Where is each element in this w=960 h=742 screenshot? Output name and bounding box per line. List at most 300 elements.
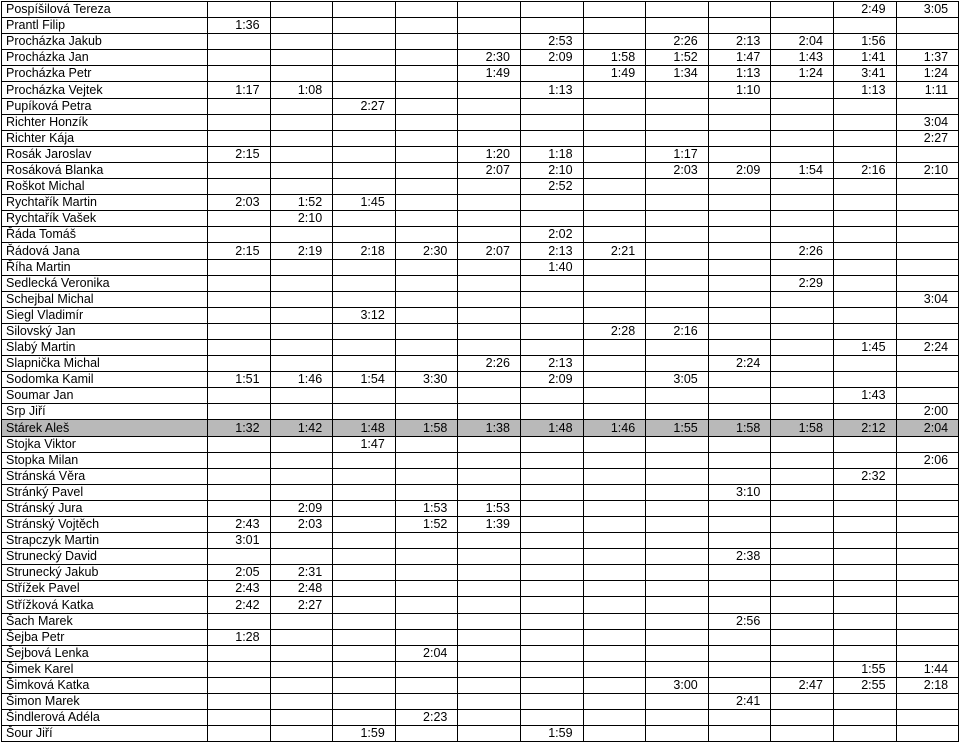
- time-cell: [646, 597, 709, 613]
- time-cell: [333, 356, 396, 372]
- time-cell: [771, 597, 834, 613]
- time-cell: [270, 34, 333, 50]
- time-cell: [771, 195, 834, 211]
- athlete-name-cell: Šindlerová Adéla: [2, 710, 208, 726]
- time-cell: [458, 114, 521, 130]
- time-cell: [208, 211, 271, 227]
- athlete-name-cell: Šejbová Lenka: [2, 645, 208, 661]
- time-cell: 1:13: [708, 66, 771, 82]
- time-cell: [333, 549, 396, 565]
- time-cell: [208, 307, 271, 323]
- time-cell: 3:41: [833, 66, 896, 82]
- time-cell: 2:24: [708, 356, 771, 372]
- time-cell: [208, 404, 271, 420]
- table-row: [2, 533, 959, 549]
- time-cell: [771, 146, 834, 162]
- time-cell: [520, 18, 583, 34]
- time-cell: [270, 533, 333, 549]
- time-cell: 2:43: [208, 517, 271, 533]
- time-cell: [333, 146, 396, 162]
- time-cell: [333, 694, 396, 710]
- athlete-name-cell: Šach Marek: [2, 613, 208, 629]
- time-cell: [833, 726, 896, 742]
- time-cell: [333, 533, 396, 549]
- athlete-name-cell: Rychtařík Vašek: [2, 211, 208, 227]
- time-cell: 1:53: [458, 500, 521, 516]
- time-cell: [833, 452, 896, 468]
- time-cell: 1:11: [896, 82, 959, 98]
- time-cell: [395, 323, 458, 339]
- time-cell: [771, 436, 834, 452]
- time-cell: [646, 259, 709, 275]
- table-row: [2, 339, 959, 355]
- athlete-name-cell: Sedlecká Veronika: [2, 275, 208, 291]
- time-cell: [896, 211, 959, 227]
- time-cell: [333, 82, 396, 98]
- time-cell: [833, 356, 896, 372]
- time-cell: [833, 291, 896, 307]
- table-row: [2, 323, 959, 339]
- time-cell: [395, 549, 458, 565]
- time-cell: [708, 404, 771, 420]
- time-cell: [458, 533, 521, 549]
- time-cell: [583, 388, 646, 404]
- time-cell: [208, 484, 271, 500]
- time-cell: 2:32: [833, 468, 896, 484]
- time-cell: 2:05: [208, 565, 271, 581]
- table-row: [2, 694, 959, 710]
- time-cell: 1:38: [458, 420, 521, 436]
- time-cell: [646, 500, 709, 516]
- time-cell: [583, 82, 646, 98]
- athlete-name-cell: Stojka Viktor: [2, 436, 208, 452]
- time-cell: [458, 565, 521, 581]
- time-cell: [833, 597, 896, 613]
- table-row: [2, 613, 959, 629]
- time-cell: [520, 645, 583, 661]
- time-cell: [270, 629, 333, 645]
- time-cell: [270, 291, 333, 307]
- time-cell: [771, 307, 834, 323]
- time-cell: [771, 500, 834, 516]
- time-cell: [208, 227, 271, 243]
- time-cell: [395, 50, 458, 66]
- time-cell: [771, 323, 834, 339]
- time-cell: [395, 629, 458, 645]
- time-cell: [395, 565, 458, 581]
- time-cell: [708, 195, 771, 211]
- time-cell: [646, 645, 709, 661]
- table-row: [2, 468, 959, 484]
- time-cell: [708, 533, 771, 549]
- time-cell: 2:18: [333, 243, 396, 259]
- time-cell: [896, 98, 959, 114]
- time-cell: [771, 179, 834, 195]
- time-cell: [896, 259, 959, 275]
- time-cell: [208, 452, 271, 468]
- time-cell: [458, 2, 521, 18]
- time-cell: [520, 307, 583, 323]
- time-cell: [395, 130, 458, 146]
- time-cell: [708, 597, 771, 613]
- table-row: [2, 677, 959, 693]
- time-cell: [270, 661, 333, 677]
- time-cell: [270, 98, 333, 114]
- time-cell: [646, 484, 709, 500]
- time-cell: [270, 549, 333, 565]
- time-cell: [458, 227, 521, 243]
- time-cell: 1:44: [896, 661, 959, 677]
- time-cell: [646, 613, 709, 629]
- time-cell: [646, 339, 709, 355]
- time-cell: [583, 500, 646, 516]
- time-cell: [395, 613, 458, 629]
- time-cell: [395, 307, 458, 323]
- time-cell: [270, 613, 333, 629]
- time-cell: 1:28: [208, 629, 271, 645]
- time-cell: [333, 227, 396, 243]
- time-cell: 2:13: [520, 356, 583, 372]
- time-cell: 2:03: [646, 162, 709, 178]
- athlete-name-cell: Procházka Jakub: [2, 34, 208, 50]
- time-cell: [646, 468, 709, 484]
- time-cell: [520, 2, 583, 18]
- time-cell: 1:39: [458, 517, 521, 533]
- time-cell: [520, 629, 583, 645]
- time-cell: 2:23: [395, 710, 458, 726]
- time-cell: [333, 323, 396, 339]
- table-row: [2, 484, 959, 500]
- time-cell: [708, 275, 771, 291]
- time-cell: [270, 323, 333, 339]
- time-cell: [833, 98, 896, 114]
- time-cell: [395, 18, 458, 34]
- time-cell: 2:38: [708, 549, 771, 565]
- time-cell: [395, 726, 458, 742]
- time-cell: [708, 211, 771, 227]
- time-cell: [583, 179, 646, 195]
- time-cell: [583, 291, 646, 307]
- table-row: [2, 243, 959, 259]
- time-cell: [333, 388, 396, 404]
- time-cell: [583, 130, 646, 146]
- time-cell: [270, 259, 333, 275]
- time-cell: [458, 82, 521, 98]
- time-cell: [458, 388, 521, 404]
- athlete-name-cell: Stránský Jura: [2, 500, 208, 516]
- time-cell: 1:56: [833, 34, 896, 50]
- athlete-name-cell: Procházka Petr: [2, 66, 208, 82]
- time-cell: 3:05: [896, 2, 959, 18]
- time-cell: [708, 291, 771, 307]
- time-cell: [896, 356, 959, 372]
- athlete-name-cell: Strunecký David: [2, 549, 208, 565]
- athlete-name-cell: Šejba Petr: [2, 629, 208, 645]
- time-cell: [520, 677, 583, 693]
- time-cell: 3:05: [646, 372, 709, 388]
- time-cell: 2:55: [833, 677, 896, 693]
- table-row: [2, 597, 959, 613]
- time-cell: [646, 694, 709, 710]
- time-cell: [270, 2, 333, 18]
- table-row: [2, 82, 959, 98]
- time-cell: [208, 50, 271, 66]
- time-cell: [333, 452, 396, 468]
- time-cell: [458, 130, 521, 146]
- athlete-name-cell: Slapnička Michal: [2, 356, 208, 372]
- time-cell: [208, 2, 271, 18]
- time-cell: [458, 339, 521, 355]
- athlete-name-cell: Stránký Pavel: [2, 484, 208, 500]
- time-cell: [771, 372, 834, 388]
- time-cell: 1:47: [708, 50, 771, 66]
- time-cell: 1:53: [395, 500, 458, 516]
- time-cell: [520, 211, 583, 227]
- time-cell: [583, 18, 646, 34]
- time-cell: 2:42: [208, 597, 271, 613]
- time-cell: [833, 404, 896, 420]
- time-cell: [646, 661, 709, 677]
- time-cell: [708, 565, 771, 581]
- time-cell: [458, 597, 521, 613]
- time-cell: [833, 243, 896, 259]
- time-cell: [270, 18, 333, 34]
- time-cell: [771, 98, 834, 114]
- time-cell: [395, 275, 458, 291]
- time-cell: [583, 146, 646, 162]
- time-cell: [270, 130, 333, 146]
- time-cell: [395, 484, 458, 500]
- time-cell: [708, 710, 771, 726]
- time-cell: [395, 179, 458, 195]
- time-cell: [583, 645, 646, 661]
- table-row: [2, 130, 959, 146]
- time-cell: [771, 533, 834, 549]
- time-cell: [896, 227, 959, 243]
- time-cell: [708, 243, 771, 259]
- time-cell: 2:19: [270, 243, 333, 259]
- athlete-name-cell: Slabý Martin: [2, 339, 208, 355]
- time-cell: [771, 259, 834, 275]
- table-row: [2, 710, 959, 726]
- time-cell: [270, 710, 333, 726]
- time-cell: [833, 18, 896, 34]
- time-cell: [833, 581, 896, 597]
- time-cell: 2:10: [896, 162, 959, 178]
- time-cell: [333, 66, 396, 82]
- time-cell: [646, 549, 709, 565]
- time-cell: [520, 323, 583, 339]
- time-cell: [458, 307, 521, 323]
- athlete-name-cell: Říha Martin: [2, 259, 208, 275]
- table-row: [2, 227, 959, 243]
- athlete-name-cell: Procházka Jan: [2, 50, 208, 66]
- time-cell: [833, 436, 896, 452]
- time-cell: [520, 275, 583, 291]
- time-cell: [771, 629, 834, 645]
- time-cell: [458, 710, 521, 726]
- time-cell: [270, 307, 333, 323]
- time-cell: [333, 259, 396, 275]
- time-cell: [583, 275, 646, 291]
- time-cell: [583, 677, 646, 693]
- athlete-name-cell: Rychtařík Martin: [2, 195, 208, 211]
- time-cell: [458, 404, 521, 420]
- time-cell: [208, 436, 271, 452]
- athlete-name-cell: Řádová Jana: [2, 243, 208, 259]
- time-cell: [646, 404, 709, 420]
- time-cell: [583, 114, 646, 130]
- table-row: [2, 404, 959, 420]
- time-cell: [646, 82, 709, 98]
- time-cell: [771, 694, 834, 710]
- time-cell: [896, 323, 959, 339]
- time-cell: [646, 629, 709, 645]
- time-cell: [771, 130, 834, 146]
- athlete-name-cell: Strunecký Jakub: [2, 565, 208, 581]
- time-cell: [583, 227, 646, 243]
- time-cell: [458, 195, 521, 211]
- time-cell: [583, 436, 646, 452]
- time-cell: [458, 436, 521, 452]
- time-cell: [520, 581, 583, 597]
- time-cell: [208, 694, 271, 710]
- time-cell: [333, 291, 396, 307]
- time-cell: 2:41: [708, 694, 771, 710]
- time-cell: 1:45: [333, 195, 396, 211]
- time-cell: [583, 597, 646, 613]
- athlete-name-cell: Soumar Jan: [2, 388, 208, 404]
- time-cell: [520, 517, 583, 533]
- time-cell: [896, 710, 959, 726]
- time-cell: [896, 468, 959, 484]
- time-cell: [833, 517, 896, 533]
- time-cell: [646, 98, 709, 114]
- time-cell: 2:10: [520, 162, 583, 178]
- time-cell: [333, 130, 396, 146]
- time-cell: [208, 34, 271, 50]
- time-cell: [646, 227, 709, 243]
- table-row: [2, 146, 959, 162]
- athlete-name-cell: Střížek Pavel: [2, 581, 208, 597]
- time-cell: [771, 710, 834, 726]
- time-cell: 1:46: [270, 372, 333, 388]
- time-cell: [896, 500, 959, 516]
- time-cell: [333, 661, 396, 677]
- athlete-name-cell: Silovský Jan: [2, 323, 208, 339]
- time-cell: [708, 18, 771, 34]
- time-cell: 2:09: [708, 162, 771, 178]
- table-row: [2, 500, 959, 516]
- time-cell: [833, 227, 896, 243]
- time-cell: [333, 500, 396, 516]
- time-cell: [333, 645, 396, 661]
- time-cell: 2:30: [458, 50, 521, 66]
- time-cell: 2:26: [771, 243, 834, 259]
- time-cell: [458, 98, 521, 114]
- table-row: [2, 162, 959, 178]
- time-cell: [646, 275, 709, 291]
- time-cell: [395, 114, 458, 130]
- time-cell: [208, 468, 271, 484]
- time-cell: [708, 323, 771, 339]
- time-cell: [520, 388, 583, 404]
- time-cell: [646, 533, 709, 549]
- time-cell: [833, 195, 896, 211]
- athlete-name-cell: Šimon Marek: [2, 694, 208, 710]
- time-cell: 1:54: [771, 162, 834, 178]
- athlete-name-cell: Šour Jiří: [2, 726, 208, 742]
- time-cell: [583, 2, 646, 18]
- time-cell: [583, 356, 646, 372]
- time-cell: [520, 565, 583, 581]
- time-cell: [208, 291, 271, 307]
- time-cell: 2:15: [208, 146, 271, 162]
- time-cell: [833, 500, 896, 516]
- time-cell: [333, 565, 396, 581]
- time-cell: 2:04: [771, 34, 834, 50]
- time-cell: [520, 661, 583, 677]
- time-cell: [896, 484, 959, 500]
- table-row: [2, 114, 959, 130]
- table-row: [2, 356, 959, 372]
- time-cell: [395, 452, 458, 468]
- time-cell: [458, 323, 521, 339]
- time-cell: [646, 291, 709, 307]
- time-cell: [646, 517, 709, 533]
- time-cell: [520, 533, 583, 549]
- time-cell: 2:49: [833, 2, 896, 18]
- time-cell: [771, 356, 834, 372]
- time-cell: [270, 436, 333, 452]
- time-cell: [270, 227, 333, 243]
- table-row: [2, 195, 959, 211]
- time-cell: [583, 613, 646, 629]
- table-row: [2, 50, 959, 66]
- time-cell: 1:34: [646, 66, 709, 82]
- table-row: [2, 211, 959, 227]
- time-cell: 3:04: [896, 114, 959, 130]
- time-cell: [458, 18, 521, 34]
- time-cell: [333, 629, 396, 645]
- time-cell: [833, 307, 896, 323]
- time-cell: [395, 356, 458, 372]
- time-cell: [458, 581, 521, 597]
- time-cell: [520, 339, 583, 355]
- time-cell: [583, 452, 646, 468]
- time-cell: [395, 146, 458, 162]
- time-cell: [395, 2, 458, 18]
- time-cell: 1:17: [208, 82, 271, 98]
- time-cell: 2:04: [395, 645, 458, 661]
- time-cell: 1:54: [333, 372, 396, 388]
- time-cell: [833, 114, 896, 130]
- time-cell: [771, 114, 834, 130]
- time-cell: 2:27: [333, 98, 396, 114]
- table-row: [2, 452, 959, 468]
- time-cell: [208, 500, 271, 516]
- time-cell: [583, 372, 646, 388]
- time-cell: [270, 146, 333, 162]
- time-cell: [708, 452, 771, 468]
- time-cell: [708, 130, 771, 146]
- time-cell: [771, 726, 834, 742]
- time-cell: 2:48: [270, 581, 333, 597]
- time-cell: [333, 34, 396, 50]
- time-cell: [333, 484, 396, 500]
- table-row: [2, 726, 959, 742]
- time-cell: 2:27: [896, 130, 959, 146]
